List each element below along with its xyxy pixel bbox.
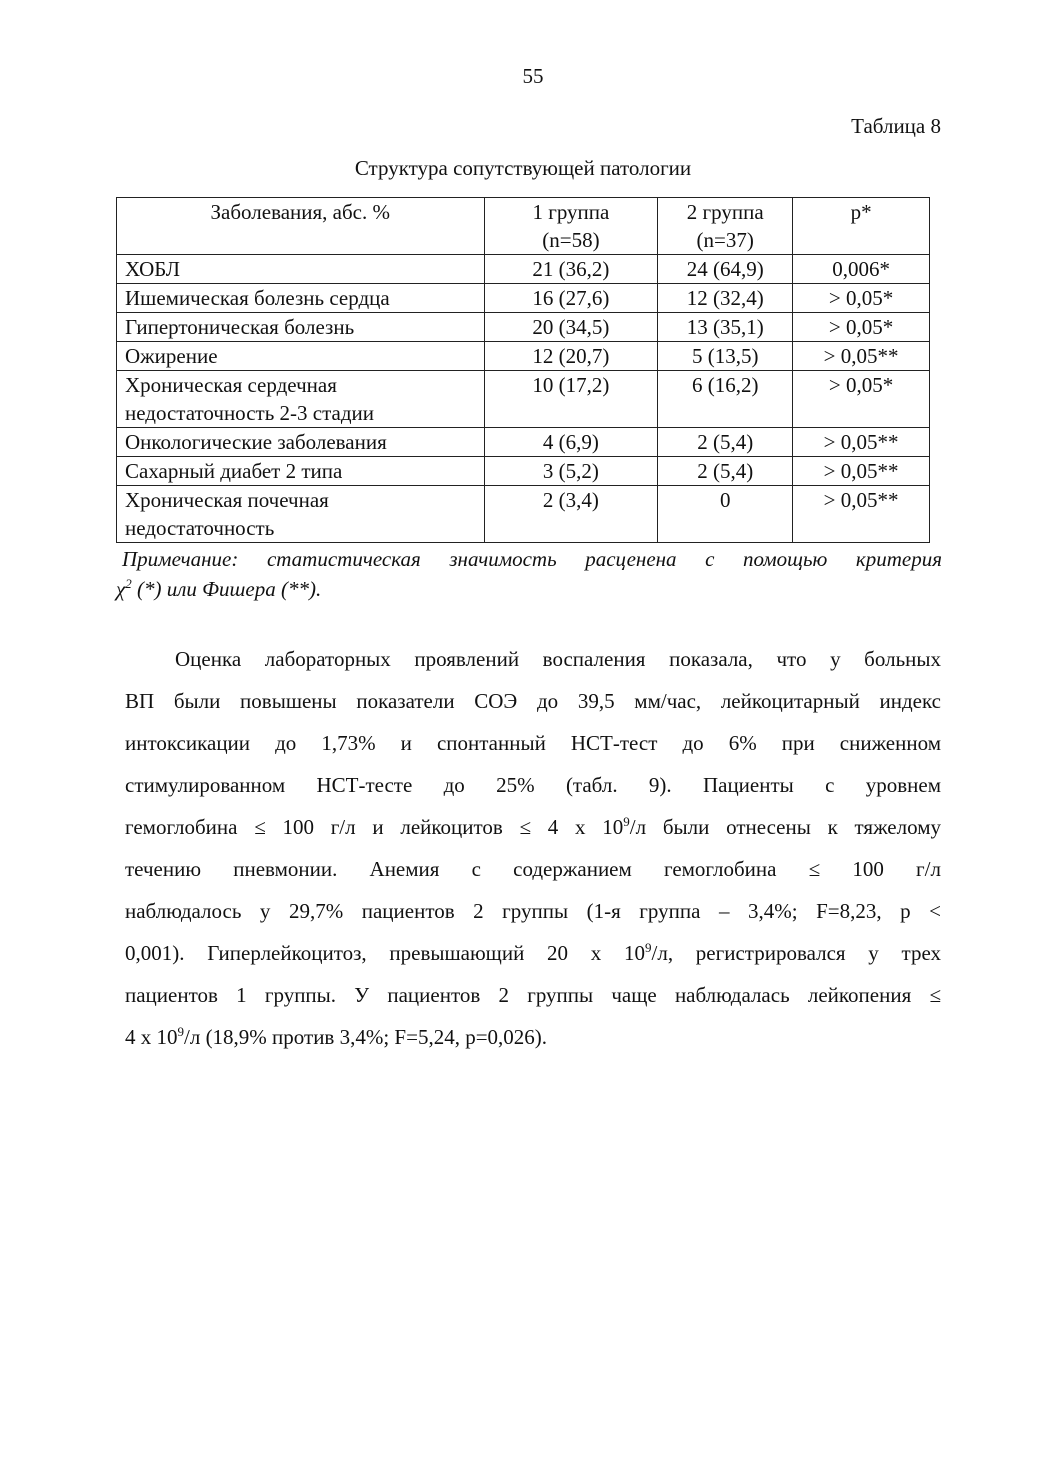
table-row <box>117 342 930 371</box>
paragraph-line: интоксикации до 1,73% и спонтанный НСТ-тест до 6% при сниженном <box>125 731 941 755</box>
group1-cell: 16 (27,6) <box>484 284 658 313</box>
table-title: Структура сопутствующей патологии <box>354 156 692 180</box>
group1-cell: 3 (5,2) <box>484 457 658 486</box>
page-number: 55 <box>522 64 544 88</box>
table-row <box>117 486 930 543</box>
group2-cell: 0 <box>658 486 793 543</box>
note-line-1: Примечание: статистическая значимость расценена с помощью критерия <box>122 547 942 571</box>
group1-cell: 12 (20,7) <box>484 342 658 371</box>
p-value-cell: > 0,05* <box>793 371 930 428</box>
p-value-cell: > 0,05** <box>793 457 930 486</box>
disease-cell: Гипертоническая болезнь <box>117 313 485 342</box>
paragraph-line: ВП были повышены показатели СОЭ до 39,5 мм/час, лейкоцитарный индекс <box>125 689 941 713</box>
disease-cell: Сахарный диабет 2 типа <box>117 457 485 486</box>
disease-cell: Ишемическая болезнь сердца <box>117 284 485 313</box>
group1-cell: 2 (3,4) <box>484 486 658 543</box>
table-row <box>117 284 930 313</box>
group1-cell: 10 (17,2) <box>484 371 658 428</box>
paragraph-line: наблюдалось у 29,7% пациентов 2 группы (1-я группа – 3,4%; F=8,23, p < <box>125 899 941 923</box>
p-value-cell: > 0,05** <box>793 342 930 371</box>
disease-cell: Хроническая сердечная недостаточность 2-3 стадии <box>117 371 485 428</box>
paragraph-line: гемоглобина ≤ 100 г/л и лейкоцитов ≤ 4 х $10^9/л$ были отнесены к тяжелому <box>125 814 941 839</box>
paragraph-line: 0,001). Гиперлейкоцитоз, превышающий 20 х $10^9/л$, регистрировался у трех <box>125 940 941 965</box>
p-value-cell: > 0,05** <box>793 428 930 457</box>
table-row <box>117 371 930 428</box>
paragraph-line: течению пневмонии. Анемия с содержанием гемоглобина ≤ 100 г/л <box>125 857 941 881</box>
group1-cell: 20 (34,5) <box>484 313 658 342</box>
group2-cell: 24 (64,9) <box>658 255 793 284</box>
table-row <box>117 255 930 284</box>
paragraph-line: 4 х $10^9/л$ (18,9% против 3,4%; F=5,24, p=0,026). <box>125 1024 548 1049</box>
table-row <box>117 313 930 342</box>
header-p: p* <box>793 198 930 255</box>
header-disease: Заболевания, абс. % <box>117 198 485 255</box>
p-value-cell: > 0,05* <box>793 313 930 342</box>
group1-cell: 4 (6,9) <box>484 428 658 457</box>
group2-cell: 2 (5,4) <box>658 428 793 457</box>
disease-cell: Онкологические заболевания <box>117 428 485 457</box>
group1-cell: 21 (36,2) <box>484 255 658 284</box>
table-row <box>117 428 930 457</box>
p-value-cell: > 0,05* <box>793 284 930 313</box>
disease-cell: Хроническая почечная недостаточность <box>117 486 485 543</box>
paragraph-line: стимулированном НСТ-тесте до 25% (табл. 9). Пациенты с уровнем <box>125 773 941 797</box>
disease-cell: ХОБЛ <box>117 255 485 284</box>
p-value-cell: 0,006* <box>793 255 930 284</box>
comorbidity-table <box>116 197 930 543</box>
table-header-row <box>117 198 930 255</box>
paragraph-line: пациентов 1 группы. У пациентов 2 группы чаще наблюдалась лейкопения ≤ <box>125 983 941 1007</box>
disease-cell: Ожирение <box>117 342 485 371</box>
note-line-2: $\chi^2$ (*) или Фишера (**). <box>116 576 322 601</box>
header-group1: 1 группа (n=58) <box>484 198 658 255</box>
header-group2: 2 группа (n=37) <box>658 198 793 255</box>
table-row <box>117 457 930 486</box>
table-label: Таблица 8 <box>851 114 941 138</box>
table-note <box>116 544 942 604</box>
p-value-cell: > 0,05** <box>793 486 930 543</box>
group2-cell: 2 (5,4) <box>658 457 793 486</box>
paragraph-line: Оценка лабораторных проявлений воспаления показала, что у больных <box>175 647 941 671</box>
body-paragraph <box>125 638 941 1058</box>
group2-cell: 5 (13,5) <box>658 342 793 371</box>
group2-cell: 6 (16,2) <box>658 371 793 428</box>
group2-cell: 12 (32,4) <box>658 284 793 313</box>
group2-cell: 13 (35,1) <box>658 313 793 342</box>
